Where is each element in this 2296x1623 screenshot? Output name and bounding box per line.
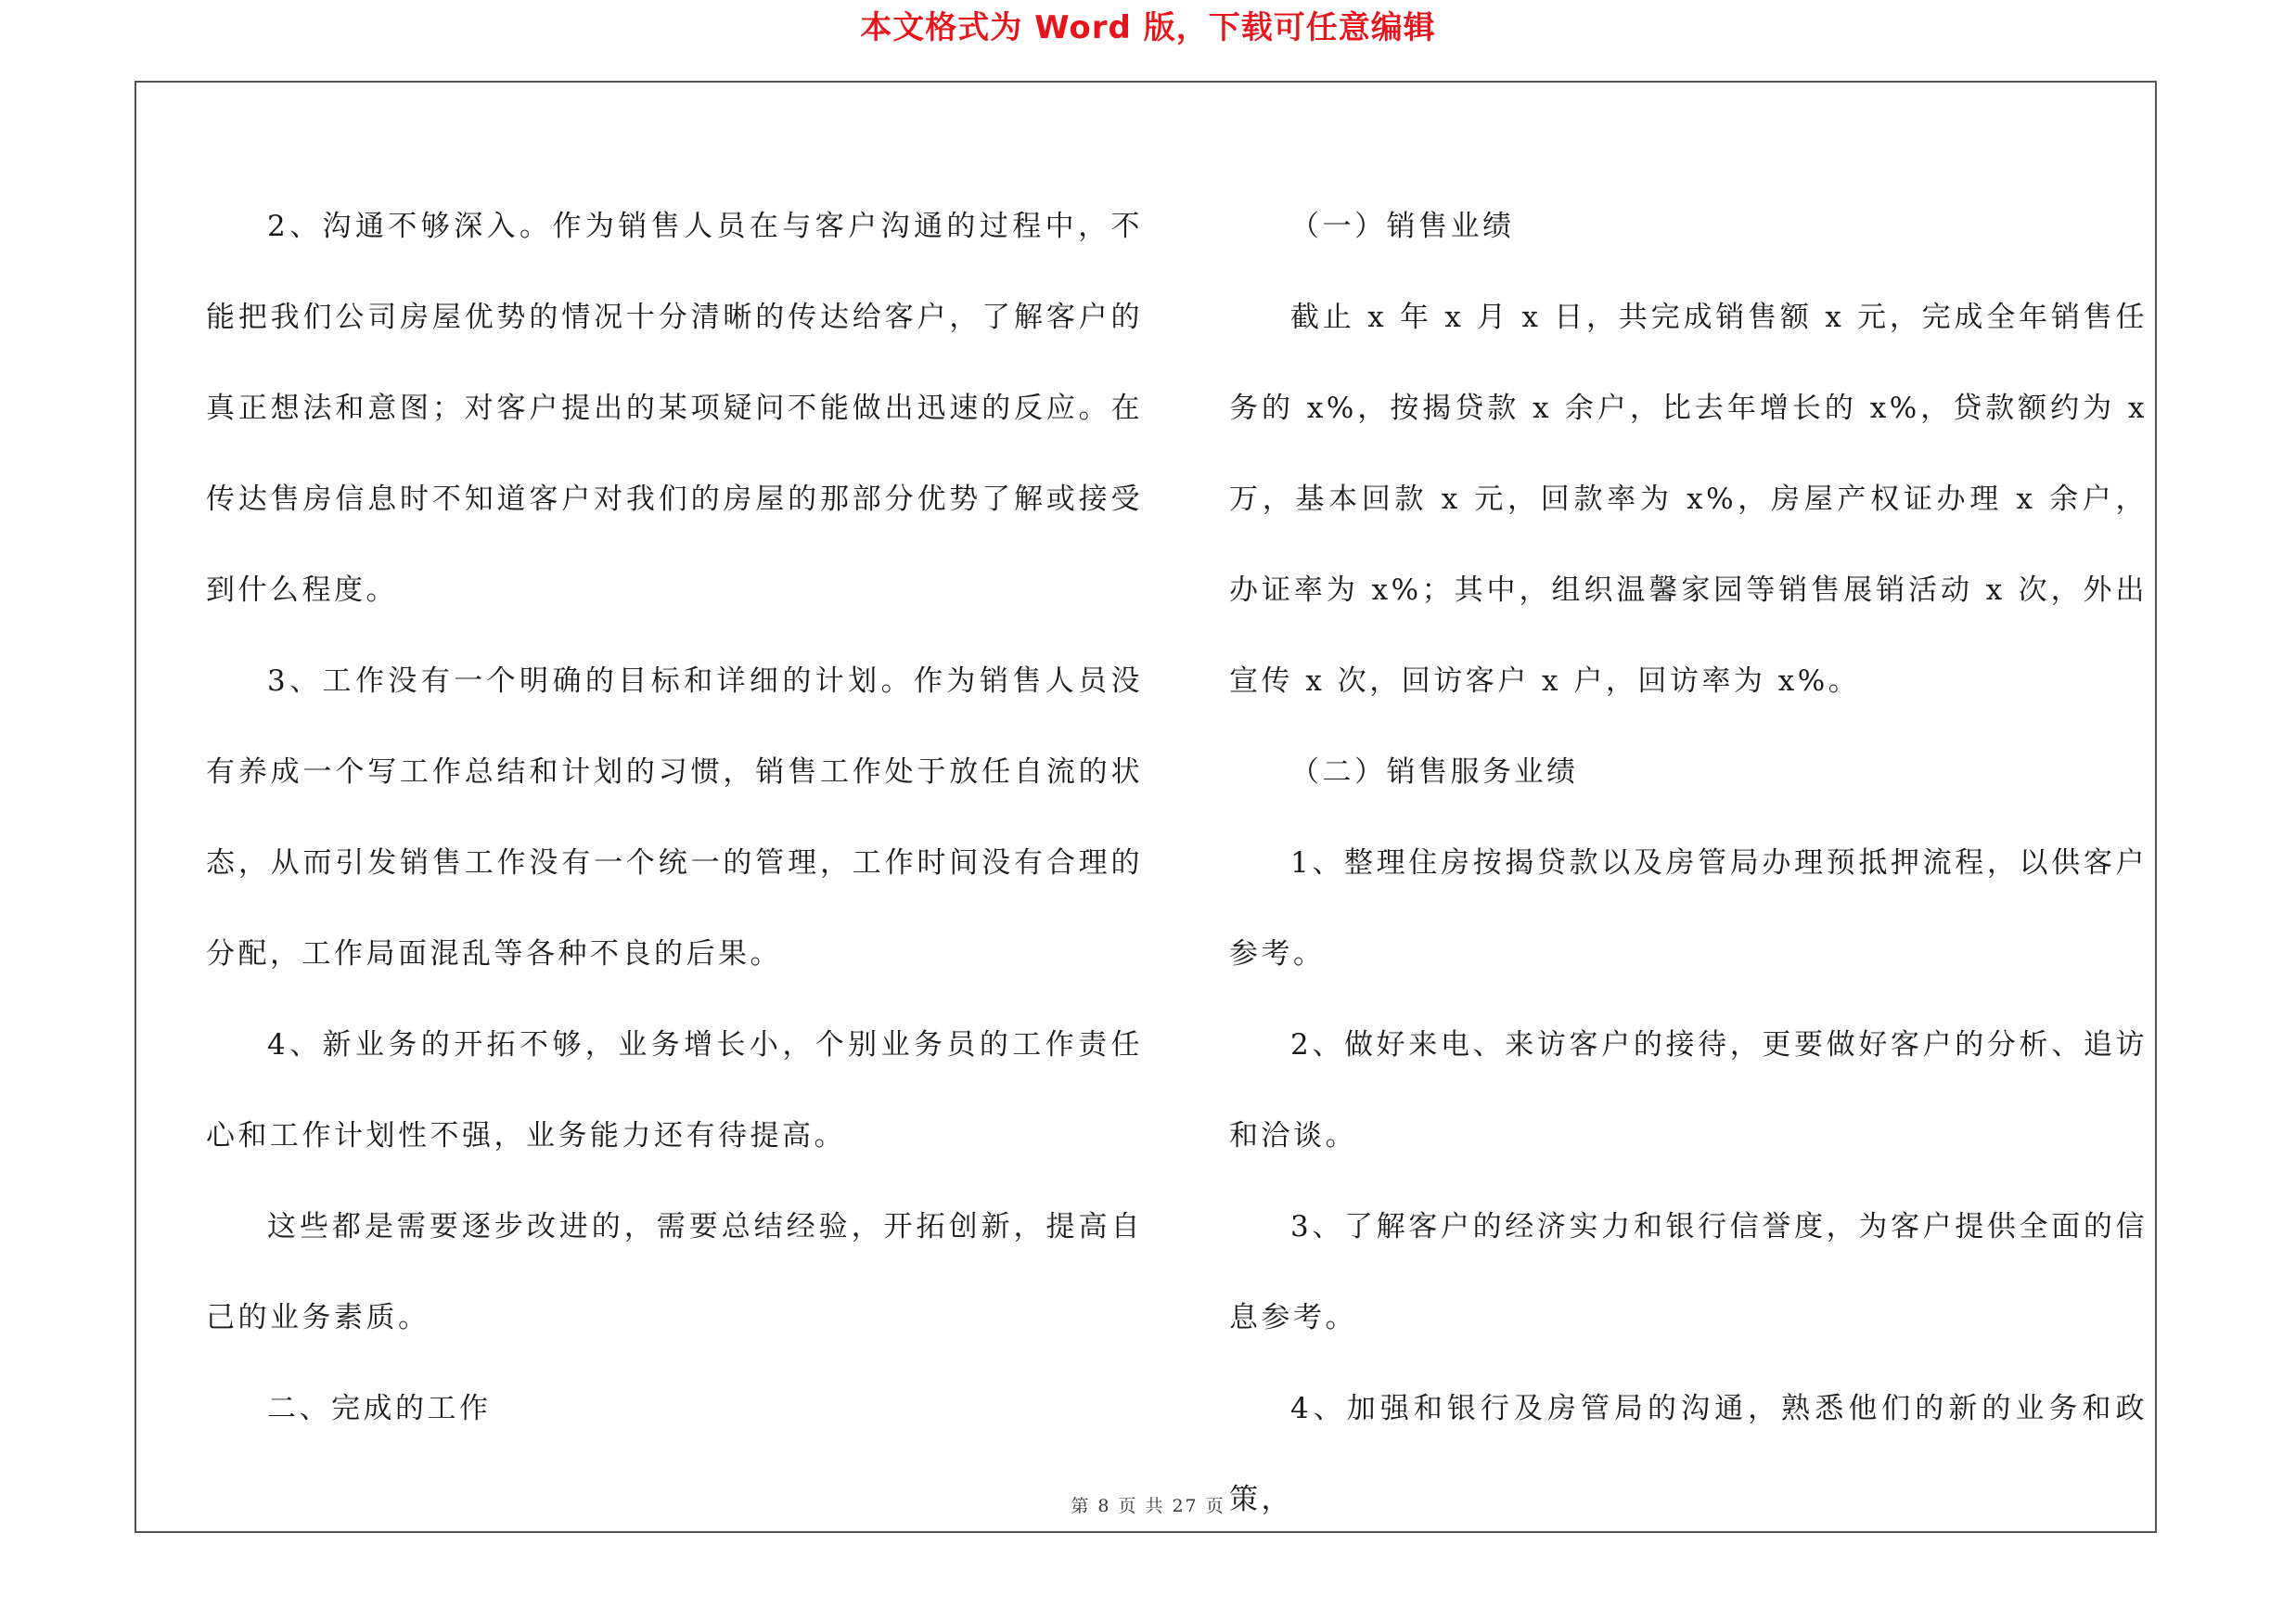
left-paragraph-1: 2、沟通不够深入。作为销售人员在与客户沟通的过程中，不能把我们公司房屋优势的情况十分清晰的传达给客户，了解客户的真正想法和意图；对客户提出的某项疑问不能做出迅速的反应。在传达售房信息时不知道客户对我们的房屋的那部分优势了解或接受到什么程度。 [206, 210, 1143, 607]
subheading-sales-performance: （一）销售业绩 [1290, 210, 1515, 243]
subheading-service-performance: （二）销售服务业绩 [1290, 755, 1579, 789]
left-paragraph-4: 这些都是需要逐步改进的，需要总结经验，开拓创新，提高自己的业务素质。 [206, 1210, 1143, 1334]
page-number-footer [0, 1492, 2296, 1517]
left-column [206, 181, 1143, 1454]
total-page-count: 27 [1172, 1496, 1199, 1516]
right-column [1229, 181, 2148, 1545]
right-list-item-2: 2、做好来电、来访客户的接待，更要做好客户的分析、追访和洽谈。 [1229, 1028, 2148, 1153]
footer-prefix: 第 [1071, 1496, 1091, 1516]
left-paragraph-3: 4、新业务的开拓不够，业务增长小，个别业务员的工作责任心和工作计划性不强，业务能力还有待提高。 [206, 1028, 1143, 1153]
right-paragraph-sales-figures: 截止 x 年 x 月 x 日，共完成销售额 x 元，完成全年销售任务的 x%，按揭贷款 x 余户，比去年增长的 x%，贷款额约为 x 万，基本回款 x 元，回款率为 x%，房屋产权证办理 x 余户，办证率为 x%；其中，组织温馨家园等销售展销活动 x 次，外出宣传 x 次，回访客户 x 户，回访率为 x%。 [1229, 301, 2148, 698]
left-paragraph-2: 3、工作没有一个明确的目标和详细的计划。作为销售人员没有养成一个写工作总结和计划的习惯，销售工作处于放任自流的状态，从而引发销售工作没有一个统一的管理，工作时间没有合理的分配，工作局面混乱等各种不良的后果。 [206, 664, 1143, 971]
current-page-number: 8 [1097, 1496, 1111, 1516]
footer-suffix: 页 [1205, 1496, 1225, 1516]
section-heading-completed-work: 二、完成的工作 [267, 1392, 492, 1425]
right-list-item-4: 4、加强和银行及房管局的沟通，熟悉他们的新的业务和政策， [1229, 1392, 2148, 1516]
format-notice-banner: 本文格式为 Word 版，下载可任意编辑 [860, 9, 1436, 46]
footer-middle: 页 共 [1118, 1496, 1165, 1516]
right-list-item-1: 1、整理住房按揭贷款以及房管局办理预抵押流程，以供客户参考。 [1229, 846, 2148, 971]
right-list-item-3: 3、了解客户的经济实力和银行信誉度，为客户提供全面的信息参考。 [1229, 1210, 2148, 1334]
